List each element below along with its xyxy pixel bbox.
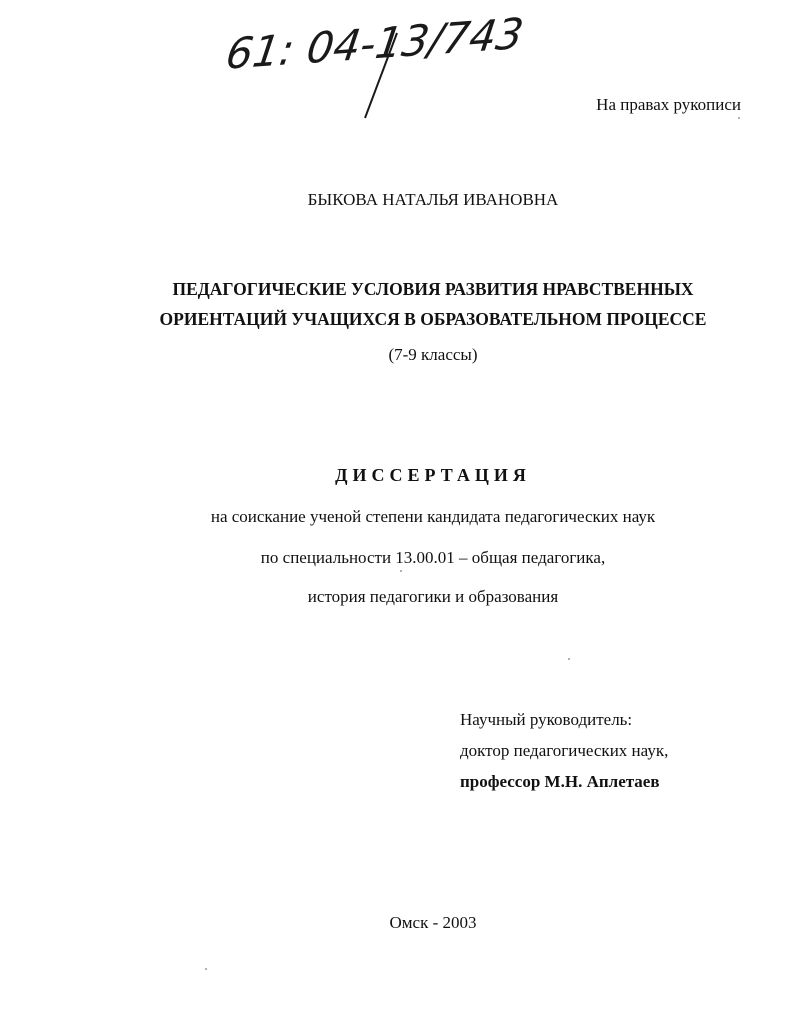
- scan-speck: [400, 570, 402, 572]
- degree-line-3: история педагогики и образования: [307, 587, 559, 606]
- supervisor-name: профессор М.Н. Аплетаев: [460, 772, 660, 791]
- degree-line-1: на соискание ученой степени кандидата педагогических наук: [210, 507, 656, 526]
- rights-note: На правах рукописи: [596, 95, 741, 114]
- author-name: БЫКОВА НАТАЛЬЯ ИВАНОВНА: [307, 190, 559, 209]
- handwritten-inventory-text: 61: 04-13/743: [222, 9, 527, 80]
- scan-speck: [568, 658, 570, 660]
- supervisor-block: [460, 704, 668, 797]
- degree-line-2: по специальности 13.00.01 – общая педагогика,: [260, 548, 606, 567]
- title-line-2: ОРИЕНТАЦИЙ УЧАЩИХСЯ В ОБРАЗОВАТЕЛЬНОМ ПРОЦЕССЕ: [159, 309, 707, 329]
- supervisor-degree: доктор педагогических наук,: [460, 741, 669, 760]
- document-type-heading: ДИССЕРТАЦИЯ: [335, 465, 531, 485]
- handwritten-inventory-mark: [222, 9, 527, 128]
- title-line-1: ПЕДАГОГИЧЕСКИЕ УСЛОВИЯ РАЗВИТИЯ НРАВСТВЕННЫХ: [172, 279, 694, 299]
- scan-speck: [738, 117, 740, 119]
- city-year: Омск - 2003: [389, 913, 477, 932]
- supervisor-label: Научный руководитель:: [460, 710, 633, 729]
- scan-speck: [205, 968, 207, 970]
- grades-subtitle: (7-9 классы): [388, 345, 478, 364]
- dissertation-title: [0, 274, 794, 334]
